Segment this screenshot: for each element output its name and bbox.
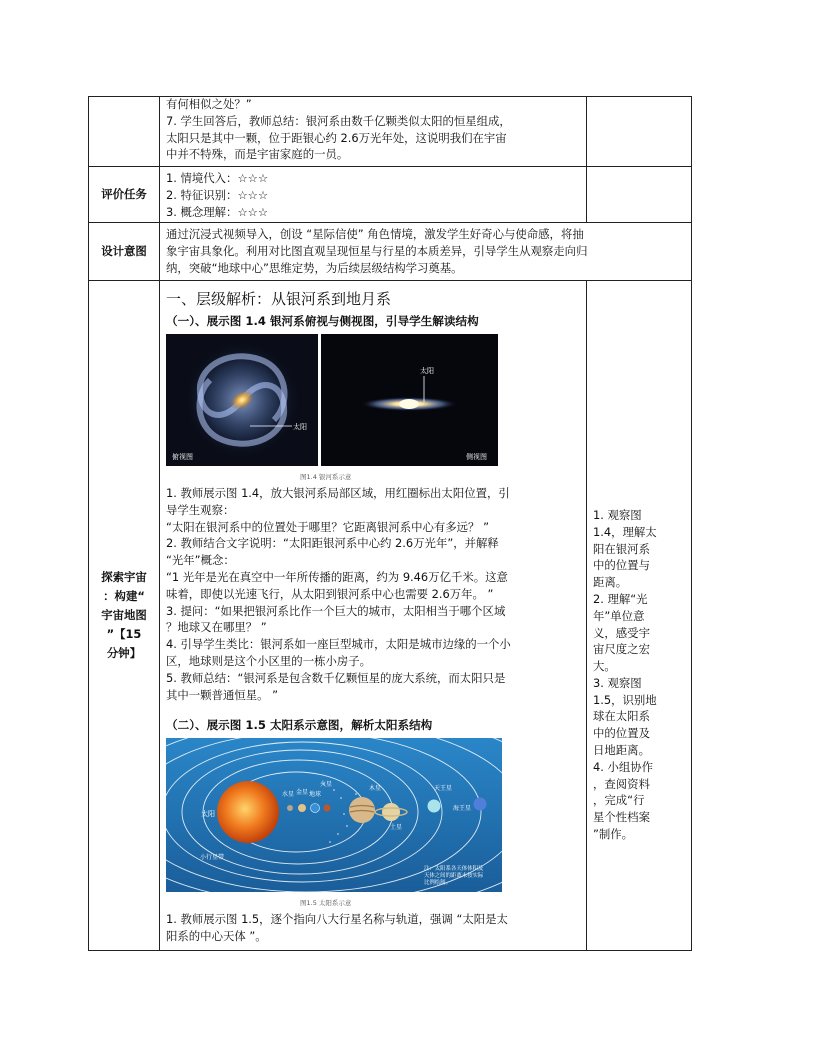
subsection-heading: （一）、展示图 1.4 银河系俯视与侧视图，引导学生解读结构: [166, 314, 479, 329]
side-line: 距离。: [593, 575, 628, 590]
side-line: ，完成“行: [593, 793, 645, 808]
side-line: 中的位置与: [593, 558, 650, 573]
row-label: 设计意图: [89, 223, 160, 281]
evaluation-cell: [160, 167, 587, 223]
side-line: 1.5，识别地: [593, 692, 657, 707]
text-line: 7. 学生回答后，教师总结：银河系由数千亿颗类似太阳的恒星组成，: [166, 113, 511, 128]
text-line: 其中一颗普通恒星。 ”: [166, 687, 279, 702]
empty-label-cell: [89, 97, 160, 167]
side-line: 年”单位意: [593, 608, 645, 623]
milky-way-image: [166, 334, 498, 466]
side-line: 3. 观察图: [593, 675, 642, 690]
side-line: 阳在银河系: [593, 541, 650, 556]
figure-caption: 图1.5 太阳系示意: [300, 898, 352, 907]
table-row: [89, 281, 692, 951]
sun-shape: [217, 781, 279, 843]
text-line: 导学生观察：: [166, 502, 235, 517]
student-activity-cell: [587, 281, 692, 951]
milky-way-figure: [166, 334, 580, 482]
side-line: ，查阅资料: [593, 776, 650, 791]
solar-system-figure: [166, 738, 580, 908]
side-line: ”制作。: [593, 827, 634, 842]
sun-label: 太阳: [293, 423, 307, 432]
subsection-heading: （二）、展示图 1.5 太阳系示意图，解析太阳系结构: [166, 718, 433, 733]
table-row: [89, 167, 692, 223]
text-line: ？地球又在哪里？ ”: [166, 620, 267, 635]
text-line: 象宇宙具象化。利用对比图直观呈现恒星与行星的本质差异，引导学生从观察走向归: [166, 244, 588, 259]
planet-label: 木星: [369, 785, 382, 793]
text-line: “1 光年是光在真空中一年所传播的距离，约为 9.46万亿千米。这意: [166, 569, 508, 584]
table-row: [89, 223, 692, 281]
evaluation-item: 2. 特征识别：☆☆☆: [166, 187, 269, 202]
side-line: 1. 观察图: [593, 507, 642, 522]
figure-note: 注：太阳系各天体体积及: [424, 866, 484, 873]
side-line: 4. 小组协作: [593, 759, 654, 774]
text-line: 4. 引导学生类比：银河系如一座巨型城市，太阳是城市边缘的一个小: [166, 637, 511, 652]
planet-label: 金星: [296, 789, 309, 797]
label-line: 宇宙地图: [101, 608, 147, 623]
planet-label: 火星: [320, 781, 333, 789]
side-line: 星个性档案: [593, 810, 650, 825]
text-line: 1. 教师展示图 1.4，放大银河系局部区域，用红圈标出太阳位置，引: [166, 485, 510, 500]
text-line: 区，地球则是这个小区里的一栋小房子。: [166, 653, 372, 668]
side-line: 义，感受宇: [593, 625, 650, 640]
lesson-plan-table: [88, 96, 692, 951]
text-line: 有何相似之处？”: [166, 97, 252, 111]
table-row: [89, 97, 692, 167]
row-label: [89, 281, 160, 951]
text-line: 纳，突破“地球中心”思维定势，为后续层级结构学习奠基。: [166, 260, 463, 275]
sun-label: 太阳: [420, 367, 434, 376]
empty-cell: [587, 167, 692, 223]
text-line: 5. 教师总结：“银河系是包含数千亿颗恒星的庞大系统，而太阳只是: [166, 670, 506, 685]
side-line: 1.4，理解太: [593, 524, 657, 539]
planet-label: 土星: [390, 824, 403, 832]
text-line: 通过沉浸式视频导入，创设 “星际信使” 角色情境，激发学生好奇心与使命感，将抽: [166, 227, 584, 242]
text-line: 味着，即使以光速飞行，从太阳到银河系中心也需要 2.6万年。 ”: [166, 586, 494, 601]
side-line: 2. 理解“光: [593, 591, 648, 606]
label-line: 探索宇宙: [101, 570, 147, 585]
planet-label: 天王星: [434, 785, 453, 793]
row-label: 评价任务: [89, 167, 160, 223]
figure-note: 比例绘制。: [424, 880, 451, 887]
side-line: 宙尺度之宏: [593, 642, 650, 657]
text-line: 2. 教师结合文字说明：“太阳距银河系中心约 2.6万光年”，并解释: [166, 536, 499, 551]
side-view-label: 侧视图: [466, 453, 487, 462]
side-line: 中的位置及: [593, 726, 650, 741]
label-line: ：构建“: [103, 589, 145, 604]
design-intent-cell: [160, 223, 692, 281]
student-activity-cell: [587, 97, 692, 167]
side-line: 球在太阳系: [593, 709, 650, 724]
label-line: 分钟】: [106, 646, 142, 661]
text-line: 1. 教师展示图 1.5，逐个指向八大行星名称与轨道，强调 “太阳是太: [166, 911, 508, 926]
activity-cell: [160, 97, 587, 167]
text-line: 太阳只是其中一颗，位于距银心约 2.6万光年处，这说明我们在宇宙: [166, 130, 507, 145]
figure-note: 天体之间的距离未按实际: [424, 873, 484, 880]
sun-label: 太阳: [201, 810, 215, 819]
activity-cell: [160, 281, 587, 951]
planet-label: 海王星: [453, 805, 472, 813]
text-line: 3. 提问：“如果把银河系比作一个巨大的城市，太阳相当于哪个区域: [166, 603, 506, 618]
planet-label: 地球: [309, 791, 322, 799]
figure-caption: 图1.4 银河系示意: [300, 472, 352, 481]
label-line: ”【15: [106, 627, 142, 642]
solar-system-image: [166, 738, 502, 892]
top-view-label: 俯视图: [172, 453, 193, 462]
text-line: “太阳在银河系中的位置处于哪里？它距离银河系中心有多远？ ”: [166, 519, 489, 534]
section-heading: 一、层级解析：从银河系到地月系: [166, 290, 392, 309]
side-line: 大。: [593, 659, 616, 674]
asteroid-belt-label: 小行星带: [200, 854, 225, 862]
side-line: 日地距离。: [593, 743, 650, 758]
planet-label: 水星: [282, 791, 295, 799]
evaluation-item: 1. 情境代入：☆☆☆: [166, 171, 269, 185]
text-line: “光年”概念：: [166, 553, 235, 568]
text-line: 中并不特殊，而是宇宙家庭的一员。: [166, 147, 349, 162]
text-line: 阳系的中心天体 ”。: [166, 928, 267, 943]
evaluation-item: 3. 概念理解：☆☆☆: [166, 204, 269, 219]
